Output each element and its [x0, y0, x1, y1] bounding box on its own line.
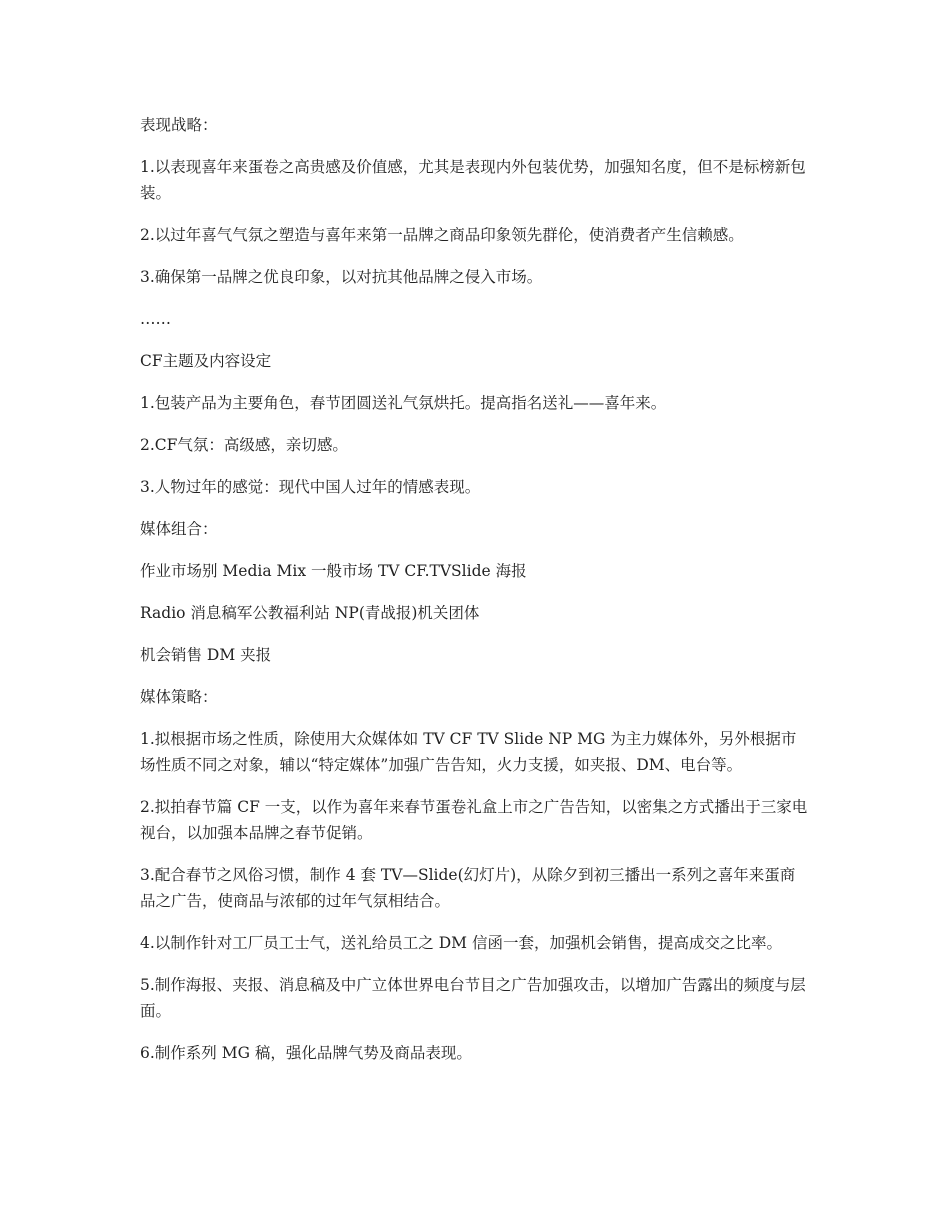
- ellipsis-line: ……: [140, 310, 171, 328]
- paragraph-expression-2: 2.以过年喜气气氛之塑造与喜年来第一品牌之商品印象领先群伦，使消费者产生信赖感。: [140, 226, 744, 244]
- heading-media-strategy: 媒体策略：: [140, 688, 218, 706]
- paragraph-media-strategy-3: 3.配合春节之风俗习惯，制作 4 套 TV—Slide(幻灯片)，从除夕到初三播出一系列之喜年来蛋商品之广告，使商品与浓郁的过年气氛相结合。: [140, 866, 796, 910]
- paragraph-cf-3: 3.人物过年的感觉：现代中国人过年的情感表现。: [140, 478, 481, 496]
- heading-expression-strategy: 表现战略：: [140, 116, 218, 134]
- paragraph-expression-3: 3.确保第一品牌之优良印象，以对抗其他品牌之侵入市场。: [140, 268, 543, 286]
- paragraph-expression-1: 1.以表现喜年来蛋卷之高贵感及价值感，尤其是表现内外包装优势，加强知名度，但不是标榜新包装。: [140, 158, 806, 202]
- paragraph-media-strategy-5: 5.制作海报、夹报、消息稿及中广立体世界电台节目之广告加强攻击，以增加广告露出的频度与层面。: [140, 976, 806, 1020]
- paragraph-media-strategy-1: 1.拟根据市场之性质，除使用大众媒体如 TV CF TV Slide NP MG 为主力媒体外，另外根据市场性质不同之对象，辅以“特定媒体”加强广告告知，火力支援，如夹报、DM、电台等。: [140, 730, 797, 774]
- heading-cf-theme: CF主题及内容设定: [140, 352, 272, 370]
- paragraph-media-mix-3: 机会销售 DM 夹报: [140, 646, 272, 664]
- paragraph-cf-1: 1.包装产品为主要角色，春节团圆送礼气氛烘托。提高指名送礼——喜年来。: [140, 394, 667, 412]
- paragraph-media-strategy-4: 4.以制作针对工厂员工士气，送礼给员工之 DM 信函一套，加强机会销售，提高成交之比率。: [140, 934, 782, 952]
- heading-media-mix: 媒体组合：: [140, 520, 218, 538]
- document-body: [140, 112, 808, 1082]
- paragraph-media-mix-2: Radio 消息稿军公教福利站 NP(青战报)机关团体: [140, 604, 480, 622]
- paragraph-media-strategy-6: 6.制作系列 MG 稿，强化品牌气势及商品表现。: [140, 1044, 472, 1062]
- paragraph-cf-2: 2.CF气氛：高级感，亲切感。: [140, 436, 348, 454]
- paragraph-media-strategy-2: 2.拟拍春节篇 CF 一支，以作为喜年来春节蛋卷礼盒上市之广告告知，以密集之方式播出于三家电视台，以加强本品牌之春节促销。: [140, 798, 808, 842]
- paragraph-media-mix-1: 作业市场别 Media Mix 一般市场 TV CF.TVSlide 海报: [140, 562, 527, 580]
